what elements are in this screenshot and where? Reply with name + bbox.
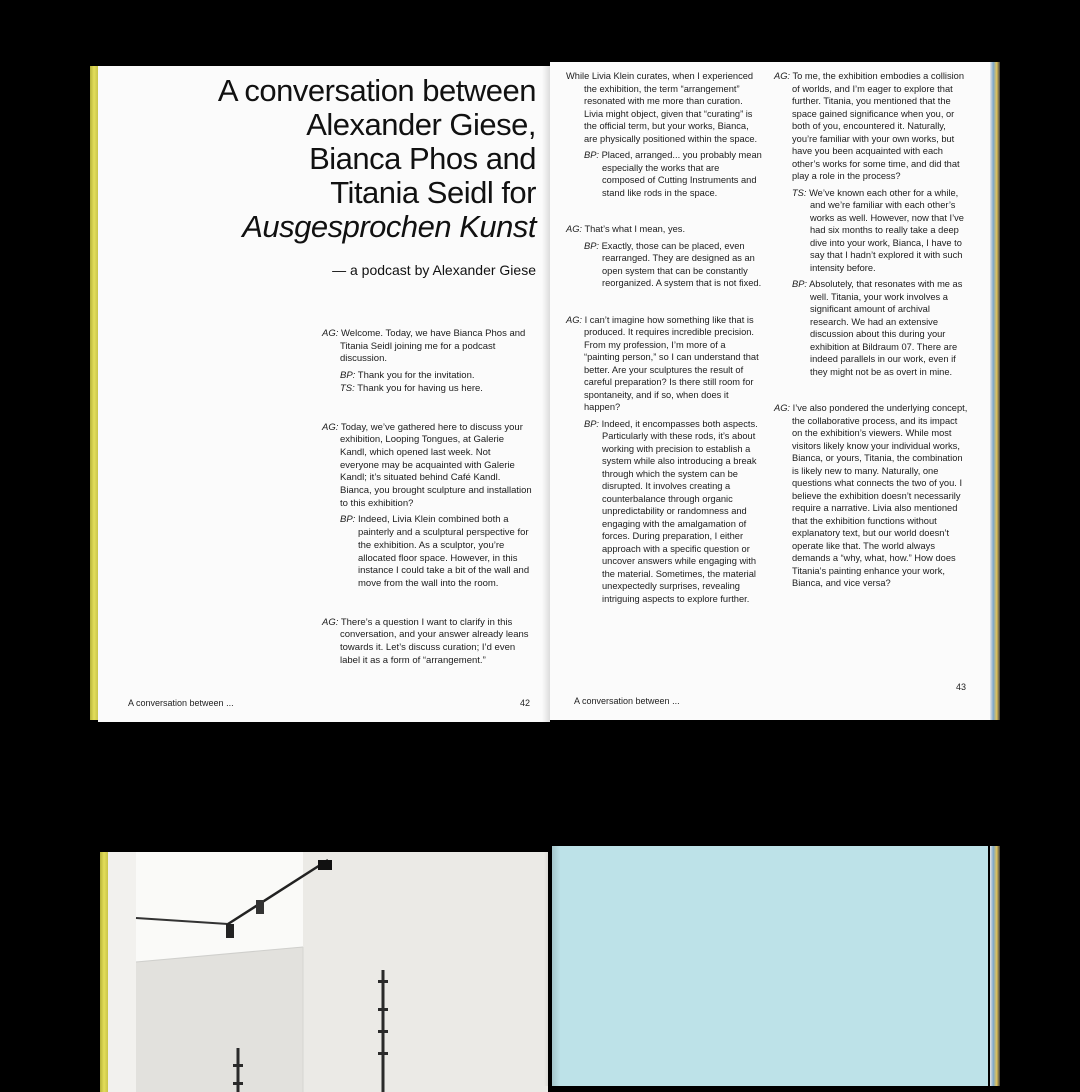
paragraph-text: I’ve also pondered the underlying concept, the collaborative process, and its impact on the exhibition’s viewers. While most visitors likely know your individual works, Bianca, or yours, Titania, the combination is likely new to many. Naturally, one questions what connects the two of you. I believe the exhibition doesn’t necessarily require a narrative. Livia also mentioned that the exhibition functions without explanatory text, but our world doesn’t operate like that. The world always demands a “why, what, how.” How does Titania’s painting enhance your work, Bianca, and vice versa? bbox=[792, 403, 968, 588]
dialogue-paragraph bbox=[566, 70, 762, 145]
page-number: 43 bbox=[955, 682, 966, 692]
page-number: 42 bbox=[519, 698, 530, 708]
paragraph-text: That’s what I mean, yes. bbox=[584, 224, 686, 234]
right-page bbox=[550, 62, 990, 720]
paragraph-text: There’s a question I want to clarify in this conversation, and your answer already leans towards it. Let’s discuss curation; I’d even label it as a form of “arrangement.” bbox=[340, 616, 529, 666]
speaker-tag: AG: bbox=[774, 403, 791, 413]
title-line: Bianca Phos and bbox=[309, 141, 536, 176]
gallery-room-image bbox=[108, 852, 548, 1092]
speaker-tag: AG: bbox=[322, 421, 339, 433]
speaker-tag: BP: bbox=[584, 150, 599, 160]
left-page-body bbox=[322, 328, 532, 671]
paragraph-text: While Livia Klein curates, when I experienced the exhibition, the term “arrangement” resonated with me more than curation. Livia might object, given that “curating” is the official term, but your works, Bianca, are physically positioned within the space. bbox=[566, 71, 758, 144]
speaker-tag: BP: bbox=[792, 279, 807, 289]
book-edge-right bbox=[990, 62, 1000, 720]
dialogue-paragraph bbox=[584, 240, 762, 290]
cyan-page bbox=[552, 846, 988, 1086]
paragraph-text: I can’t imagine how something like that is produced. It requires incredible precision. From my profession, I’m more of a “painting person,” so I can understand that better. Are your sculptures the result of careful preparation? Is there still room for spontaneity, and if so, when does it happen? bbox=[584, 314, 759, 412]
speaker-tag: AG: bbox=[774, 71, 791, 81]
top-spread bbox=[90, 62, 1002, 724]
book-edge-left bbox=[90, 66, 98, 720]
paragraph-text: Indeed, Livia Klein combined both a painterly and a sculptural perspective for the exhibition. As a sculptor, you’re allocated floor space. However, in this instance I could take a bit of the wall and move from the wall into the room. bbox=[357, 514, 530, 589]
dialogue-paragraph bbox=[566, 314, 762, 414]
paragraph-text: Absolutely, that resonates with me as well. Titania, your work involves a significant amount of archival research. We had an extensive discussion about this during your exhibition at Bildraum 07. There are indeed parallels in our work, even if they might not be as overt in mine. bbox=[809, 279, 963, 377]
dialogue-paragraph bbox=[322, 422, 532, 511]
speaker-tag: BP: bbox=[584, 240, 599, 251]
paragraph-text: Today, we’ve gathered here to discuss your exhibition, Looping Tongues, at Galerie Kandl, which opened last week. Not everyone may be acquainted with Galerie Kandl; it’s situated behind Café Kandl. Bianca, you brought sculpture and installation to this exhibition? bbox=[340, 421, 532, 509]
dialogue-paragraph bbox=[340, 383, 532, 396]
paragraph-text: Welcome. Today, we have Bianca Phos and Titania Seidl joining me for a podcast discussion. bbox=[340, 328, 526, 365]
dialogue-paragraph bbox=[340, 514, 532, 590]
speaker-tag: AG: bbox=[322, 328, 339, 339]
running-footer: A conversation between ... bbox=[128, 698, 234, 708]
book-gutter bbox=[544, 846, 560, 1086]
title-line: Titania Seidl for bbox=[330, 175, 536, 210]
paragraph-text: Indeed, it encompasses both aspects. Particularly with these rods, it’s about working with precision to establish a system while also introducing a break through which the system can be disrupted. It involves creating a counterbalance through organic unpredictability or randomness and engaging with the amalgamation of forces. During preparation, I either approach with a specific question or uncover answers while engaging with the material. Sometimes, the material unexpectedly surprises, revealing intriguing aspects to explore further. bbox=[601, 418, 758, 604]
dialogue-paragraph bbox=[792, 187, 970, 275]
right-page-column-1 bbox=[566, 70, 762, 609]
dialogue-paragraph bbox=[322, 617, 532, 668]
paragraph-text: Exactly, those can be placed, even rearranged. They are designed as an open system that can be constantly reorganized. A system that is not fixed. bbox=[601, 240, 762, 288]
left-page bbox=[98, 66, 550, 722]
speaker-tag: BP: bbox=[584, 418, 599, 429]
dialogue-paragraph bbox=[322, 328, 532, 366]
dialogue-paragraph bbox=[774, 402, 970, 590]
speaker-tag: AG: bbox=[566, 224, 583, 234]
speaker-tag: TS: bbox=[340, 382, 355, 394]
book-edge-left bbox=[100, 852, 108, 1092]
article-subtitle: — a podcast by Alexander Giese bbox=[332, 262, 536, 278]
speaker-tag: TS: bbox=[792, 187, 807, 198]
bottom-spread bbox=[100, 846, 1000, 1086]
running-footer: A conversation between ... bbox=[574, 696, 680, 706]
dialogue-paragraph bbox=[584, 418, 762, 606]
speaker-tag: BP: bbox=[340, 514, 356, 526]
paragraph-text: To me, the exhibition embodies a collision of worlds, and I’m eager to explore that further. Titania, you mentioned that the space gained significance when you, or both of you, encountered it. Naturally, you’re familiar with your own works, but have you been acquainted with each other’s works for some time, and did that play a role in the process? bbox=[792, 71, 965, 181]
paragraph-text: Placed, arranged... you probably mean especially the works that are composed of Cutting Instruments and stand like rods in the space. bbox=[601, 150, 762, 198]
right-page-column-2 bbox=[774, 70, 970, 594]
dialogue-paragraph bbox=[340, 370, 532, 383]
dialogue-paragraph bbox=[584, 149, 762, 199]
dialogue-paragraph bbox=[566, 223, 762, 236]
speaker-tag: AG: bbox=[566, 314, 583, 325]
article-title bbox=[116, 74, 536, 244]
title-line: Alexander Giese, bbox=[306, 107, 536, 142]
speaker-tag: BP: bbox=[340, 370, 356, 382]
title-line-podcast-name: Ausgesprochen Kunst bbox=[242, 209, 536, 244]
dialogue-paragraph bbox=[774, 70, 970, 183]
paragraph-text: Thank you for having us here. bbox=[357, 382, 483, 394]
paragraph-text: We’ve known each other for a while, and we’re familiar with each other’s works as well. However, now that I’ve had six months to really take a deep dive into your work, Bianca, I have to say that I hadn’t explored it with such intensity before. bbox=[809, 187, 964, 273]
speaker-tag: AG: bbox=[322, 616, 339, 628]
title-line: A conversation between bbox=[217, 73, 536, 108]
dialogue-paragraph bbox=[792, 278, 970, 378]
book-edge-right bbox=[990, 846, 1000, 1086]
gallery-photo bbox=[108, 852, 548, 1092]
paragraph-text: Thank you for the invitation. bbox=[357, 370, 475, 382]
